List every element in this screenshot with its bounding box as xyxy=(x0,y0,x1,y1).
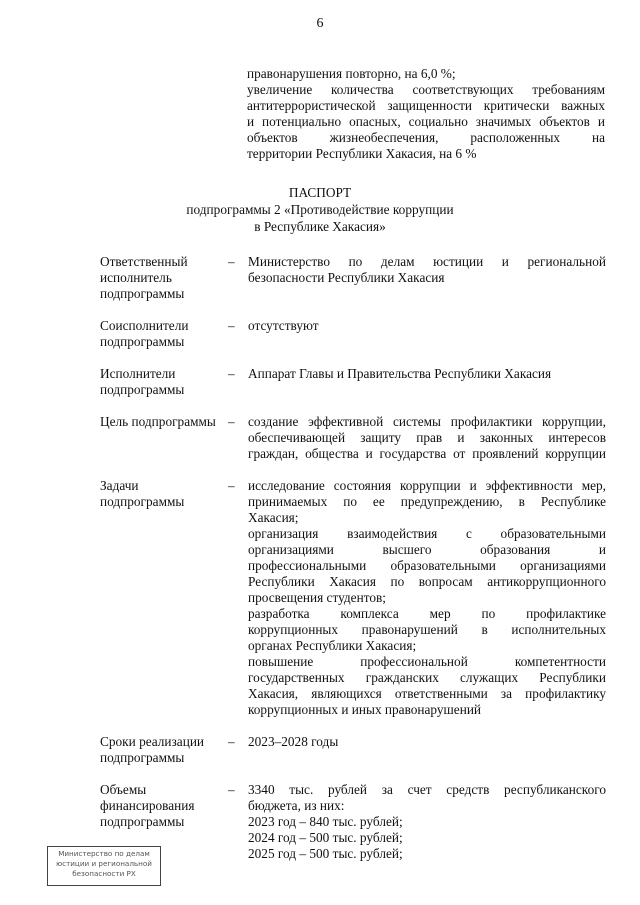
intro-line: антитеррористической защищенности критически важных xyxy=(247,98,605,113)
row-label xyxy=(100,414,228,462)
stamp-line: Министерство по делам xyxy=(58,849,150,858)
row-label-line: Цель подпрограммы xyxy=(100,414,216,429)
row-value-line: граждан, общества и государства от проявлений коррупции xyxy=(248,446,606,461)
row-dash: – xyxy=(228,734,235,749)
row-value-line: 2024 год – 500 тыс. рублей; xyxy=(248,830,403,845)
row-label-line: Сроки реализации xyxy=(100,734,205,749)
passport-table xyxy=(100,254,620,878)
row-value xyxy=(248,478,606,718)
row-value-line: 2025 год – 500 тыс. рублей; xyxy=(248,846,403,861)
row-label-line: подпрограммы xyxy=(100,494,185,509)
row-value xyxy=(248,782,606,862)
row-dash: – xyxy=(228,782,235,797)
passport-row xyxy=(100,478,620,718)
row-value-line: 2023–2028 годы xyxy=(248,734,339,749)
row-value-line: безопасности Республики Хакасия xyxy=(248,270,445,285)
title-line-1: ПАСПОРТ xyxy=(288,185,352,200)
row-label-line: подпрограммы xyxy=(100,750,185,765)
title-line-3: в Республике Хакасия» xyxy=(254,219,386,234)
row-label-line: Соисполнители xyxy=(100,318,189,333)
row-value xyxy=(248,254,606,302)
intro-line: увеличение количества соответствующих требованиям xyxy=(247,82,605,97)
passport-row xyxy=(100,414,620,462)
stamp-line: безопасности РХ xyxy=(72,869,136,878)
row-value-line: 2023 год – 840 тыс. рублей; xyxy=(248,814,403,829)
row-value-line: повышение профессиональной компетентности xyxy=(248,654,606,669)
row-dash: – xyxy=(228,318,235,333)
row-value-line: Аппарат Главы и Правительства Республики Хакасия xyxy=(248,366,552,381)
row-value-line: коррупционных правонарушений в исполнительных xyxy=(248,622,606,637)
passport-row xyxy=(100,734,620,766)
passport-title xyxy=(0,184,640,235)
row-value-line: просвещения студентов; xyxy=(248,590,386,605)
registration-stamp xyxy=(47,846,161,886)
row-value-line: создание эффективной системы профилактики коррупции, xyxy=(248,414,606,429)
row-value-line: разработка комплекса мер по профилактике xyxy=(248,606,606,621)
row-value-line: Хакасия, являющихся ответственными за профилактику xyxy=(248,686,606,701)
row-value-line: бюджета, из них: xyxy=(248,798,345,813)
title-line-2: подпрограммы 2 «Противодействие коррупции xyxy=(186,202,454,217)
intro-line: объектов жизнеобеспечения, расположенных на xyxy=(247,130,605,145)
row-label-line: Исполнители xyxy=(100,366,176,381)
row-value-line: обеспечивающей защиту прав и законных интересов xyxy=(248,430,606,445)
passport-row xyxy=(100,318,620,350)
row-label-line: подпрограммы xyxy=(100,334,185,349)
row-value-line: коррупционных и иных правонарушений xyxy=(248,702,482,717)
row-label-line: Задачи xyxy=(100,478,139,493)
intro-line: правонарушения повторно, на 6,0 %; xyxy=(247,66,456,81)
row-label xyxy=(100,478,228,718)
row-value-line: профессиональными образовательными организациями xyxy=(248,558,606,573)
row-label xyxy=(100,734,228,766)
row-value-line: Хакасия; xyxy=(248,510,299,525)
row-dash: – xyxy=(228,366,235,381)
passport-row xyxy=(100,254,620,302)
stamp-line: юстиции и региональной xyxy=(56,859,152,868)
row-label-line: финансирования xyxy=(100,798,195,813)
row-value-line: отсутствуют xyxy=(248,318,319,333)
row-value-line: организация взаимодействия с образовательными xyxy=(248,526,606,541)
page-number: 6 xyxy=(316,16,324,31)
row-value-line: органах Республики Хакасия; xyxy=(248,638,417,653)
row-value xyxy=(248,414,606,462)
row-label xyxy=(100,366,228,398)
row-label-line: Объемы xyxy=(100,782,147,797)
passport-row xyxy=(100,366,620,398)
row-label-line: подпрограммы xyxy=(100,814,185,829)
row-value-line: Республики Хакасия по вопросам антикоррупционного xyxy=(248,574,606,589)
row-label-line: Ответственный xyxy=(100,254,188,269)
row-label xyxy=(100,254,228,302)
row-label xyxy=(100,318,228,350)
row-value-line: организациями высшего образования и xyxy=(248,542,606,557)
intro-line: и потенциально опасных, социально значимых объектов и xyxy=(247,114,605,129)
row-value-line: принимаемых по ее предупреждению, в Республике xyxy=(248,494,606,509)
row-value xyxy=(248,366,606,398)
row-label-line: подпрограммы xyxy=(100,286,185,301)
row-value-line: исследование состояния коррупции и эффективности мер, xyxy=(248,478,606,493)
row-label-line: подпрограммы xyxy=(100,382,185,397)
row-value-line: Министерство по делам юстиции и региональной xyxy=(248,254,606,269)
intro-line: территории Республики Хакасия, на 6 % xyxy=(247,146,477,161)
row-dash: – xyxy=(228,414,235,429)
intro-paragraph xyxy=(247,66,605,162)
row-value xyxy=(248,318,606,350)
row-value xyxy=(248,734,606,766)
passport-row xyxy=(100,782,620,862)
row-dash: – xyxy=(228,478,235,493)
row-dash: – xyxy=(228,254,235,269)
row-value-line: 3340 тыс. рублей за счет средств республиканского xyxy=(248,782,606,797)
row-value-line: государственных гражданских служащих Республики xyxy=(248,670,606,685)
row-label-line: исполнитель xyxy=(100,270,172,285)
